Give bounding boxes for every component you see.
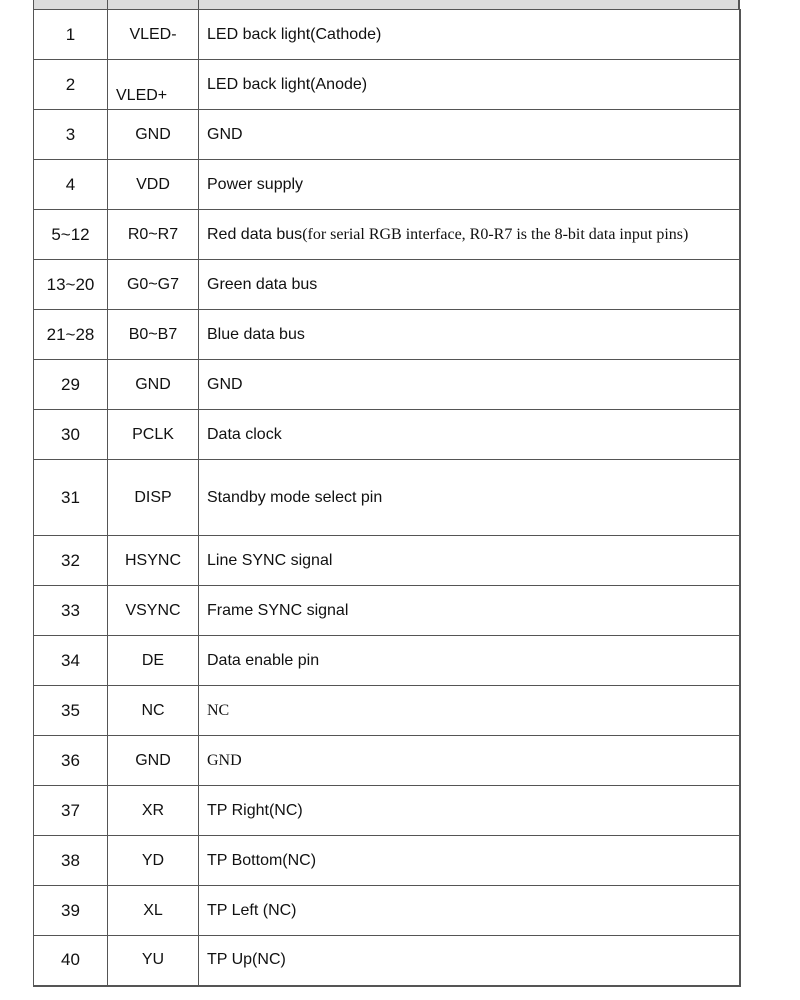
pin-number: 30 [34,410,108,460]
table-row [34,886,741,936]
table-row [34,636,741,686]
table-header-strip [33,0,740,9]
pin-symbol: R0~R7 [108,210,199,260]
pin-description [199,586,741,636]
pin-description [199,936,741,986]
pin-symbol: PCLK [108,410,199,460]
pin-description [199,10,741,60]
pin-number: 1 [34,10,108,60]
pin-number: 40 [34,936,108,986]
desc-text: LED back light(Cathode) [207,25,382,43]
pin-number: 33 [34,586,108,636]
pin-symbol: VSYNC [108,586,199,636]
table-row [34,410,741,460]
table-row [34,686,741,736]
desc-text: Data enable pin [207,651,320,669]
desc-text: Red data bus [207,225,303,243]
table-row [34,536,741,586]
table-row [34,260,741,310]
table-row [34,836,741,886]
pin-number: 4 [34,160,108,210]
pin-description [199,686,741,736]
pin-symbol: HSYNC [108,536,199,586]
table-row [34,360,741,410]
pin-number: 21~28 [34,310,108,360]
pin-number: 37 [34,786,108,836]
table-row [34,460,741,536]
pin-number: 3 [34,110,108,160]
pin-number: 34 [34,636,108,686]
desc-text: Line SYNC signal [207,551,333,569]
pin-symbol: NC [108,686,199,736]
table-row [34,60,741,110]
table-row [34,786,741,836]
pin-description [199,636,741,686]
pin-number: 35 [34,686,108,736]
pin-symbol: DISP [108,460,199,536]
pin-number: 32 [34,536,108,586]
pin-symbol: GND [108,360,199,410]
pin-number: 36 [34,736,108,786]
pin-description [199,736,741,786]
pin-symbol: YD [108,836,199,886]
table-row [34,210,741,260]
pin-description [199,210,741,260]
pin-symbol: DE [108,636,199,686]
pin-symbol: GND [108,110,199,160]
pin-description [199,836,741,886]
pin-symbol: VLED- [108,10,199,60]
pin-assignment-table [33,9,741,987]
desc-text: TP Up(NC) [207,951,286,969]
desc-text: TP Right(NC) [207,801,303,819]
pin-symbol: XL [108,886,199,936]
pin-number: 38 [34,836,108,886]
pin-description [199,60,741,110]
desc-text: TP Left (NC) [207,901,297,919]
pin-description [199,410,741,460]
pin-symbol: VDD [108,160,199,210]
pin-symbol: G0~G7 [108,260,199,310]
desc-text: TP Bottom(NC) [207,851,317,869]
pin-description [199,360,741,410]
desc-text: Standby mode select pin [207,488,383,506]
pin-description [199,110,741,160]
desc-note: (for serial RGB interface, R0-R7 is the 8-bit data input pins) [302,225,689,243]
pin-symbol: XR [108,786,199,836]
table-row [34,110,741,160]
pin-description [199,886,741,936]
desc-text: Frame SYNC signal [207,601,349,619]
table-row [34,736,741,786]
pin-number: 5~12 [34,210,108,260]
desc-text: GND [207,125,243,143]
column-divider [107,0,108,9]
pin-description [199,310,741,360]
pin-description [199,460,741,536]
pin-description [199,260,741,310]
desc-text: Data clock [207,425,282,443]
desc-text: GND [207,751,242,769]
pin-symbol: YU [108,936,199,986]
pin-symbol: GND [108,736,199,786]
desc-text: Power supply [207,175,304,193]
desc-text: Green data bus [207,275,318,293]
pin-symbol: B0~B7 [108,310,199,360]
pin-number: 2 [34,60,108,110]
table-row [34,586,741,636]
table-row [34,936,741,986]
desc-text: NC [207,701,230,719]
table-row [34,160,741,210]
desc-text: LED back light(Anode) [207,75,368,93]
pin-symbol: VLED+ [108,60,199,110]
pin-number: 29 [34,360,108,410]
table-row [34,310,741,360]
desc-text: GND [207,375,243,393]
desc-text: Blue data bus [207,325,305,343]
pin-description [199,786,741,836]
pin-number: 31 [34,460,108,536]
column-divider [198,0,199,9]
table-row [34,10,741,60]
pin-number: 13~20 [34,260,108,310]
pin-number: 39 [34,886,108,936]
pin-description [199,536,741,586]
pin-description [199,160,741,210]
